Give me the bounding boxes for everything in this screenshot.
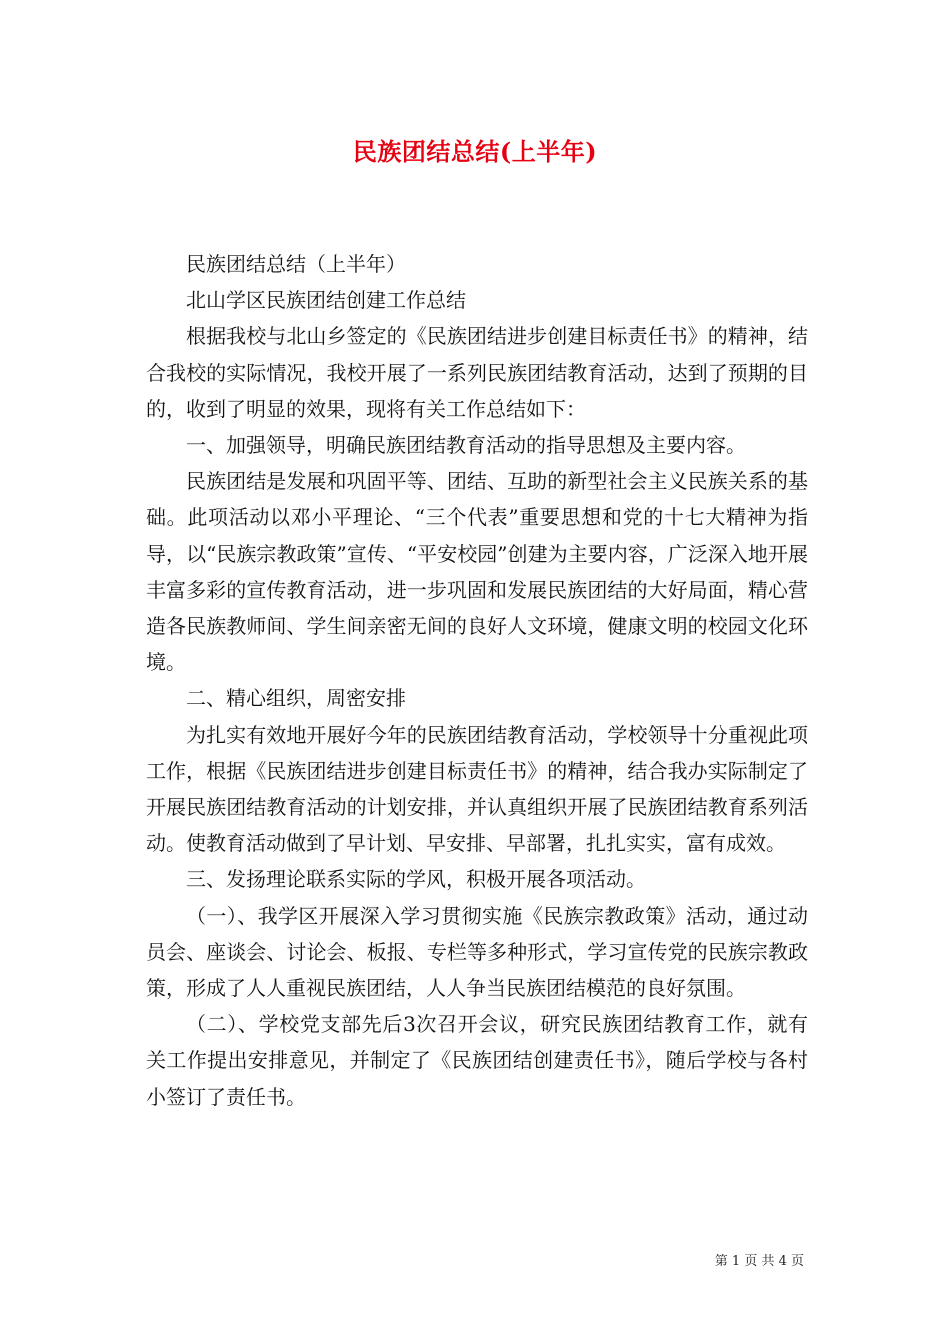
document-body (146, 246, 808, 1115)
paragraph-item-1: （一）、我学区开展深入学习贯彻实施《民族宗教政策》活动，通过动员会、座谈会、讨论会、板报、专栏等多种形式，学习宣传党的民族宗教政策，形成了人人重视民族团结，人人争当民族团结模范的良好氛围。 (146, 903, 808, 1001)
paragraph-subheading: 北山学区民族团结创建工作总结 (186, 288, 466, 313)
paragraph-section-2: 为扎实有效地开展好今年的民族团结教育活动，学校领导十分重视此项工作，根据《民族团结进步创建目标责任书》的精神，结合我办实际制定了开展民族团结教育活动的计划安排，并认真组织开展了民族团结教育系列活动。使教育活动做到了早计划、早安排、早部署，扎扎实实，富有成效。 (146, 722, 808, 856)
document-title: 民族团结总结(上半年) (352, 137, 598, 166)
page-number: 第 1 页 共 4 页 (714, 1254, 804, 1269)
paragraph-item-2: （二）、学校党支部先后3次召开会议，研究民族团结教育工作，就有关工作提出安排意见，并制定了《民族团结创建责任书》，随后学校与各村小签订了责任书。 (146, 1012, 808, 1109)
section-heading-3: 三、发扬理论联系实际的学风，积极开展各项活动。 (186, 867, 646, 892)
section-heading-1: 一、加强领导，明确民族团结教育活动的指导思想及主要内容。 (186, 433, 746, 458)
paragraph-section-1: 民族团结是发展和巩固平等、团结、互助的新型社会主义民族关系的基础。此项活动以邓小平理论、“三个代表”重要思想和党的十七大精神为指导，以“民族宗教政策”宣传、“平安校园”创建为主要内容，广泛深入地开展丰富多彩的宣传教育活动，进一步巩固和发展民族团结的大好局面，精心营造各民族教师间、学生间亲密无间的良好人文环境，健康文明的校园文化环境。 (146, 469, 808, 675)
paragraph-intro: 根据我校与北山乡签定的《民族团结进步创建目标责任书》的精神，结合我校的实际情况，我校开展了一系列民族团结教育活动，达到了预期的目的，收到了明显的效果，现将有关工作总结如下： (146, 324, 808, 421)
paragraph-heading: 民族团结总结（上半年） (186, 252, 406, 276)
section-heading-2: 二、精心组织，周密安排 (186, 686, 406, 711)
